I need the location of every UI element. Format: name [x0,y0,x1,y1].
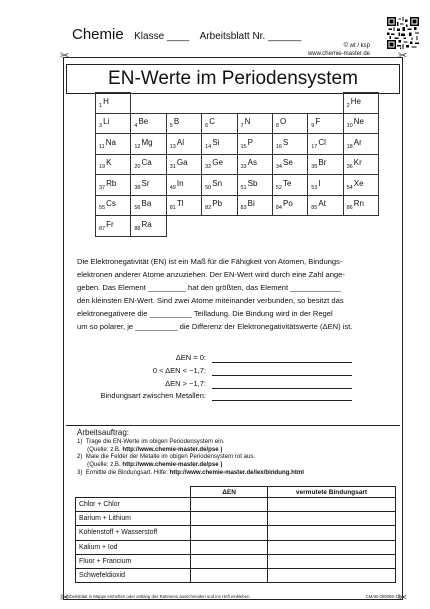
element-cell [308,195,343,216]
atomic-number: 4 [134,123,138,130]
element-symbol: Po [283,199,293,209]
element-symbol: Sr [141,178,150,188]
element-symbol: Mg [141,137,153,147]
atomic-number: 88 [134,225,141,232]
footer [66,594,402,599]
answer-line[interactable] [212,362,352,363]
element-cell [308,175,343,196]
element-symbol: S [283,137,289,147]
form-row [76,391,396,403]
atomic-number: 49 [169,184,176,191]
element-symbol: Tl [176,199,184,209]
element-cell [96,195,131,216]
element-cell [166,113,201,134]
form-label: ΔEN > ~1,7: [165,378,206,388]
table-row [76,568,396,582]
substance-cell: Fluor + Francium [76,554,191,568]
element-symbol: In [176,178,184,188]
atomic-number: 56 [134,205,141,212]
element-cell [131,175,166,196]
element-symbol: Rb [106,178,117,188]
form-label: 0 < ΔEN < ~1,7: [152,365,206,375]
answer-cell[interactable] [191,512,268,526]
atomic-number: 13 [169,143,176,150]
paragraph-line: elektronen anderer Atome anzuziehen. Der EN-Wert wird durch eine Zahl ange- [77,269,345,279]
element-cell [237,113,272,134]
atomic-number: 54 [346,184,353,191]
substance-cell: Schwefeldioxid [76,568,191,582]
answer-cell[interactable] [191,554,268,568]
atomic-number: 55 [99,205,106,212]
scissors-icon: ✂ [60,592,70,604]
atomic-number: 20 [134,164,141,171]
element-cell [202,113,237,134]
atomic-number: 8 [275,123,279,130]
element-symbol: Sb [247,178,258,188]
task-text: 1) Trage die EN-Werte im obigen Periodensystem ein. [77,438,225,445]
atomic-number: 86 [346,205,353,212]
periodic-row [96,113,379,134]
element-symbol: O [279,117,287,127]
element-symbol: Si [212,137,220,147]
atomic-number: 6 [205,123,209,130]
table-row [76,512,396,526]
form-row [76,353,396,365]
empty-cell [131,93,166,114]
task-item [77,461,397,469]
form-label: Bindungsart zwischen Metallen: [100,391,206,401]
element-symbol: Xe [353,178,364,188]
atomic-number: 15 [240,143,247,150]
empty-cell [343,216,378,237]
scissors-icon: ✂ [60,50,70,62]
empty-cell [237,93,272,114]
element-symbol: Fr [106,219,114,229]
answer-line[interactable] [212,375,352,376]
element-symbol: Cs [106,199,116,209]
answer-cell[interactable] [191,568,268,582]
atomic-number: 38 [134,184,141,191]
paragraph-line: den kleinsten EN-Wert. Sind zwei Atome miteinander verbunden, so besitzt das [77,295,344,305]
empty-cell [308,93,343,114]
element-cell [131,134,166,155]
table-row [76,498,396,512]
substance-cell: Kalium + Iod [76,540,191,554]
atomic-number: 53 [311,184,318,191]
element-symbol: I [318,178,321,188]
element-cell [131,154,166,175]
element-symbol: F [315,117,321,127]
atomic-number: 35 [311,164,318,171]
scissors-icon: ✂ [398,592,408,604]
element-cell [343,195,378,216]
table-row [76,526,396,540]
element-cell [343,113,378,134]
atomic-number: 33 [240,164,247,171]
element-cell [237,195,272,216]
element-cell [96,134,131,155]
atomic-number: 1 [99,102,103,109]
element-cell [237,134,272,155]
element-symbol: B [173,117,180,127]
element-cell [202,195,237,216]
element-cell [202,154,237,175]
atomic-number: 12 [134,143,141,150]
element-cell [166,134,201,155]
atomic-number: 7 [240,123,244,130]
element-symbol: At [318,199,326,209]
task-item [77,438,397,446]
atomic-number: 19 [99,164,106,171]
element-symbol: P [247,137,253,147]
binding-type-table [75,486,396,583]
column-header [76,487,191,498]
element-cell [166,154,201,175]
element-cell [131,195,166,216]
en-difference-form [76,353,396,404]
form-row [76,366,396,378]
answer-cell[interactable] [191,540,268,554]
atomic-number: 51 [240,184,247,191]
atomic-number: 82 [205,205,212,212]
atomic-number: 84 [275,205,282,212]
form-label: ΔEN = 0: [175,353,206,362]
task-link: http://www.chemie-master.de/lex/bindung.html [169,468,304,476]
task-text: (Quelle: z.B. [77,445,123,453]
element-cell [308,154,343,175]
element-cell [343,93,378,114]
copyright-text: © wt / ksp [343,43,370,49]
empty-cell [202,216,237,237]
qr-code-icon [387,17,419,49]
element-symbol: Ne [353,117,364,127]
paragraph-line: geben. Das Element _________ hat den größten, das Element ____________ [77,282,341,292]
column-header: vermutete Bindungsart [267,487,395,498]
atomic-number: 18 [346,143,353,150]
klasse-field: Klasse ____ [134,31,190,42]
atomic-number: 3 [99,123,103,130]
atomic-number: 2 [346,102,350,109]
atomic-number: 14 [205,143,212,150]
atomic-number: 36 [346,164,353,171]
cloze-paragraph [77,256,395,333]
element-symbol: Al [176,137,184,147]
element-cell [96,93,131,114]
element-cell [202,134,237,155]
element-cell [131,113,166,134]
task-item [77,446,397,454]
atomic-number: 17 [311,143,318,150]
task-item [77,453,397,461]
answer-cell[interactable] [267,540,395,554]
element-symbol: Na [105,137,116,147]
element-symbol: Rn [353,199,364,209]
element-symbol: As [247,158,257,168]
answer-cell[interactable] [267,526,395,540]
element-cell [96,113,131,134]
subject-title: Chemie [72,26,124,43]
element-cell [96,175,131,196]
footer-note: Arbeitsblatt in Mappe einheften oder entlang des Rahmens ausschneiden und ins Heft einkleben. [66,594,251,599]
worksheet-code: CMAB-000069-15 [365,594,400,599]
atomic-number: 11 [99,143,105,150]
section-divider [66,425,400,426]
form-row [76,379,396,391]
worksheet-header [72,26,372,57]
element-symbol: Bi [247,199,255,209]
element-cell [343,134,378,155]
element-cell [272,195,307,216]
empty-cell [202,93,237,114]
answer-cell[interactable] [267,568,395,582]
table-row [76,554,396,568]
element-symbol: Li [103,117,110,127]
empty-cell [166,216,201,237]
atomic-number: 16 [275,143,282,150]
table-row [76,540,396,554]
substance-cell: Chlor + Chlor [76,498,191,512]
arbeitsauftrag-heading: Arbeitsauftrag: [77,428,130,437]
element-symbol: Pb [212,199,223,209]
element-cell [272,113,307,134]
element-cell [272,175,307,196]
answer-cell[interactable] [267,498,395,512]
element-cell [96,216,131,237]
element-cell [237,154,272,175]
periodic-row [96,195,379,216]
task-text: (Quelle: z.B. [77,461,123,469]
atomic-number: 5 [169,123,173,130]
element-cell [308,134,343,155]
substance-cell: Barium + Lithium [76,512,191,526]
task-link: http://www.chemie-master.de/pse ) [122,445,223,453]
task-text: 3) Ermittle die Bindungsart. Hilfe: [77,468,170,476]
empty-cell [308,216,343,237]
element-symbol: Ba [141,199,152,209]
scissors-icon: ✂ [398,50,408,62]
element-cell [272,154,307,175]
element-symbol: He [350,96,361,106]
element-symbol: Sn [212,178,223,188]
atomic-number: 32 [205,164,212,171]
element-symbol: Kr [353,158,362,168]
atomic-number: 9 [311,123,315,130]
periodic-row [96,93,379,114]
answer-line[interactable] [212,400,352,401]
periodic-row [96,175,379,196]
element-symbol: N [244,117,251,127]
arbeitsauftrag-section [77,428,397,477]
element-symbol: Br [318,158,327,168]
task-item [77,469,397,477]
element-cell [272,134,307,155]
atomic-number: 85 [311,205,318,212]
task-text: 2) Male die Felder der Metalle im obigen Periodensystem rot aus. [77,453,256,461]
periodic-row [96,216,379,237]
element-symbol: H [103,96,109,106]
element-cell [166,195,201,216]
element-symbol: Ga [176,158,188,168]
atomic-number: 37 [99,184,106,191]
element-symbol: Ra [141,219,152,229]
element-symbol: Ca [141,158,152,168]
element-cell [131,216,166,237]
worksheet-title: EN-Werte im Periodensystem [66,64,400,94]
atomic-number: 83 [240,205,247,212]
element-symbol: Ge [212,158,223,168]
element-symbol: Se [283,158,293,168]
atomic-number: 31 [169,164,176,171]
answer-cell[interactable] [191,526,268,540]
periodic-row [96,154,379,175]
column-header: ΔEN [191,487,268,498]
answer-line[interactable] [212,388,352,389]
answer-cell[interactable] [267,512,395,526]
element-cell [166,175,201,196]
empty-cell [272,93,307,114]
paragraph-line: elektronegativere die __________ Teilladung. Die Bindung wird in der Regel [77,308,333,318]
element-cell [96,154,131,175]
paragraph-line: Die Elektronegativität (EN) ist ein Maß für die Fähigkeit von Atomen, Bindungs- [77,257,343,266]
answer-cell[interactable] [267,554,395,568]
element-symbol: Cl [318,137,326,147]
element-cell [308,113,343,134]
element-cell [343,175,378,196]
element-symbol: K [106,158,112,168]
element-symbol: C [209,117,215,127]
element-symbol: Be [138,117,149,127]
table-header-row [76,487,396,498]
atomic-number: 50 [205,184,212,191]
arbeitsblatt-number-field: Arbeitsblatt Nr. ______ [199,31,302,42]
periodic-table [95,92,379,237]
element-symbol: Te [283,178,292,188]
element-cell [237,175,272,196]
substance-cell: Kohlenstoff + Wasserstoff [76,526,191,540]
answer-cell[interactable] [191,498,268,512]
element-symbol: Ar [353,137,362,147]
atomic-number: 52 [275,184,282,191]
atomic-number: 87 [99,225,106,232]
copyright-note [308,42,370,58]
element-cell [202,175,237,196]
task-link: http://www.chemie-master.de/pse ) [122,461,223,469]
periodic-row [96,134,379,155]
atomic-number: 10 [346,123,353,130]
paragraph-line: um so polarer, je __________ die Differenz der Elektronegativitätswerte (ΔEN) ist. [77,321,353,331]
atomic-number: 81 [169,205,176,212]
element-cell [343,154,378,175]
site-text: www.chemie-master.de [307,51,370,57]
atomic-number: 34 [275,164,282,171]
empty-cell [166,93,201,114]
empty-cell [237,216,272,237]
empty-cell [272,216,307,237]
